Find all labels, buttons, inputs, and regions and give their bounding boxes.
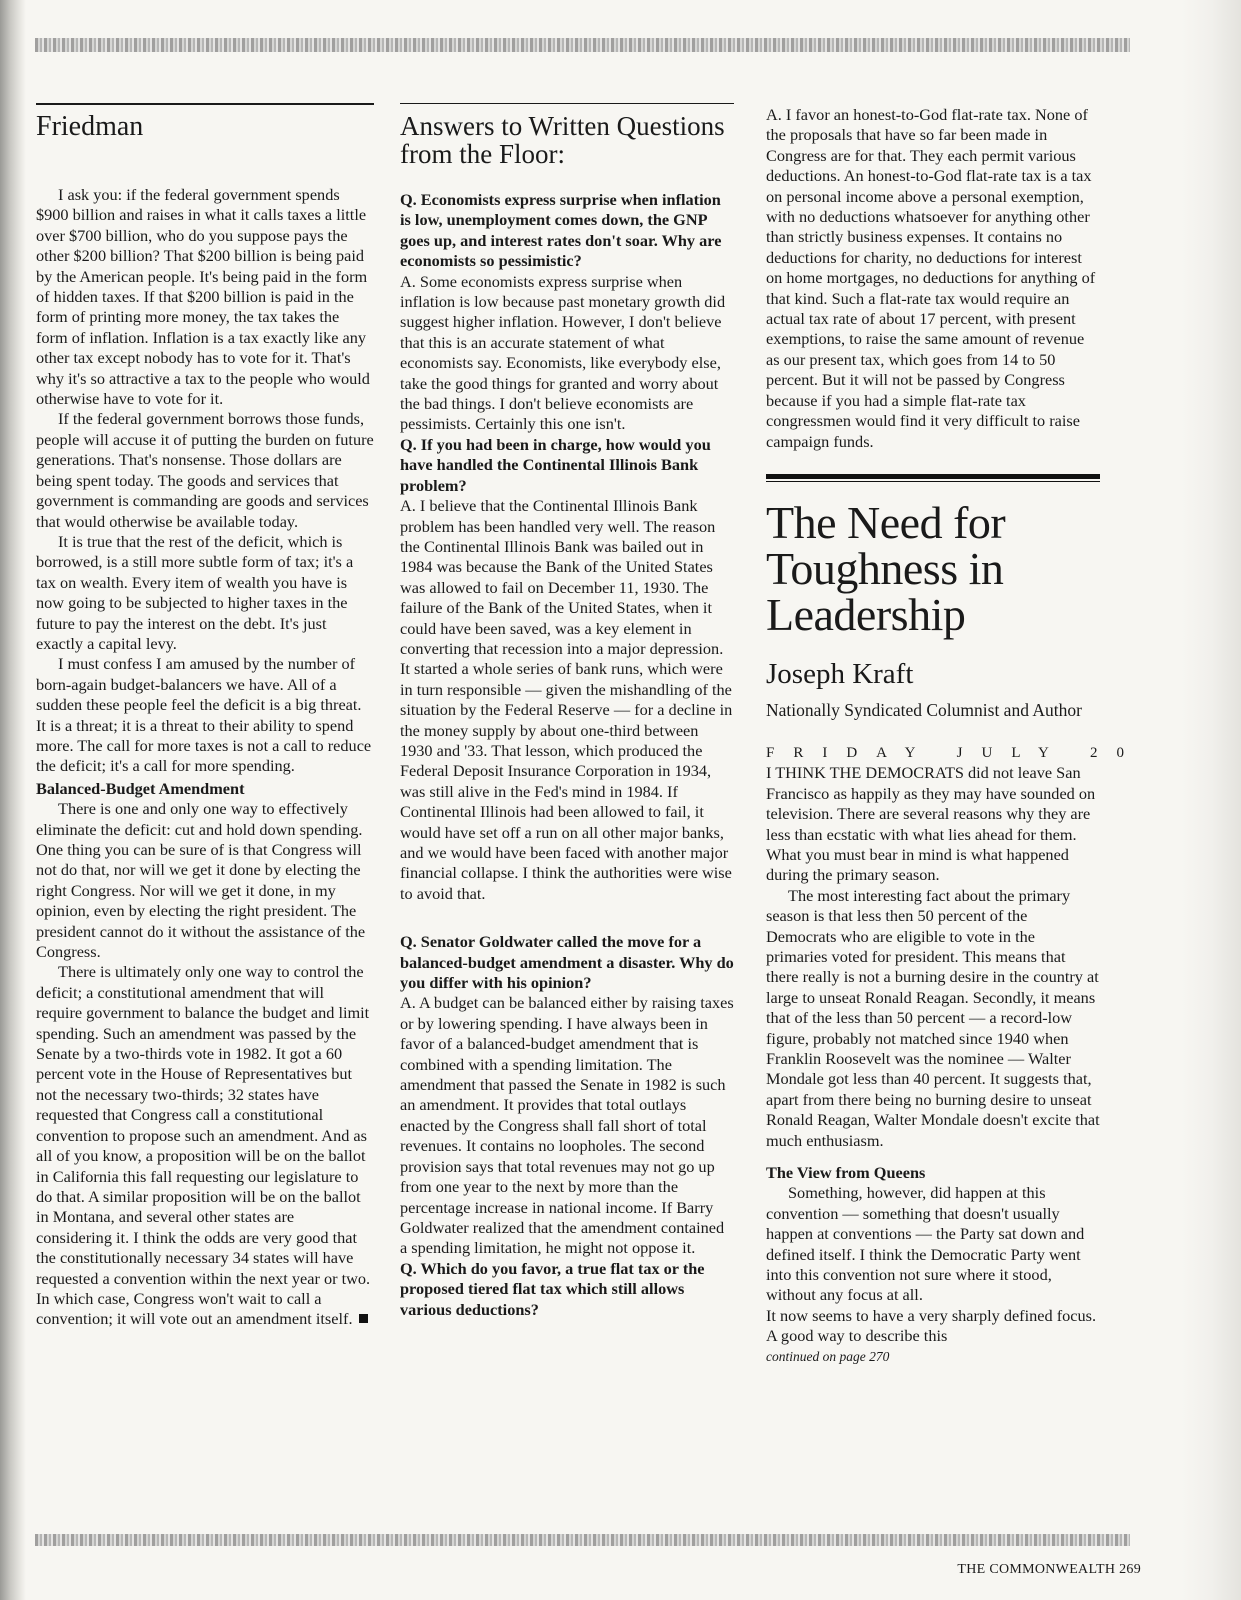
column-rule: [36, 103, 374, 105]
end-of-article-mark: [359, 1314, 368, 1323]
author-byline: Nationally Syndicated Columnist and Author: [766, 699, 1082, 720]
top-decorative-rule: [35, 38, 1130, 52]
dateline: FRIDAY JULY 20: [766, 744, 1144, 761]
column-rule: [400, 103, 734, 104]
scan-edge-left: [0, 0, 26, 1600]
paragraph: I THINK THE DEMOCRATS did not leave San Francisco as happily as they may have sounded on television. There are several reasons why they are less than ecstatic with what lies ahead for them. What you must bear in mind is what happened during the primary season.: [766, 763, 1096, 885]
answer-continued: A. I favor an honest-to-God flat-rate tax. None of the proposals that have so far been made in Congress are for that. They each permit various deductions. An honest-to-God flat-rate tax is a tax on personal income above a personal exemption, with no deductions whatsoever for anything other than strictly business expenses. It contains no deductions for charity, no deductions for interest on home mortgages, no deductions for anything of that kind. Such a flat-rate tax would require an actual tax rate of about 17 percent, with present exemptions, to raise the same amount of revenue as our present tax, which goes from 14 to 50 percent. But it will not be passed by Congress because if you had a simple flat-rate tax congressmen would find it very difficult to raise campaign funds.: [766, 105, 1096, 451]
scan-edge-right: [1181, 0, 1241, 1600]
paragraph: There is one and only one way to effectively eliminate the deficit: cut and hold down spending. One thing you can be sure of is that Congress will not do that, nor will we get it done by electing the right Congress. Nor will we get it done, in my opinion, even by electing the right president. The president cannot do it without the assistance of the Congress.: [36, 799, 366, 962]
column-friedman: [36, 103, 374, 1330]
paragraph: The most interesting fact about the primary season is that less then 50 percent of the Democrats who are eligible to vote in the primaries voted for president. This means that there really is not a burning desire in the country at large to unseat Ronald Reagan. Secondly, it means that of the less than 50 percent — a record-low figure, probably not matched since 1940 when Franklin Roosevelt was the nominee — Walter Mondale got less than 40 percent. It suggests that, apart from there being no burning desire to unseat Ronald Reagan, Walter Mondale doesn't excite that much enthusiasm.: [766, 885, 1100, 1150]
article-author: Joseph Kraft: [766, 657, 914, 690]
article-title: The Need for Toughness in Leadership: [766, 496, 1006, 640]
subhead: The View from Queens: [766, 1163, 926, 1183]
column-kraft: [766, 103, 1144, 1367]
running-header: Friedman: [36, 111, 144, 142]
question: Q. If you had been in charge, how would you have handled the Continental Illinois Bank problem?: [400, 434, 711, 495]
subhead: Balanced-Budget Amendment: [36, 778, 245, 798]
paragraph: I ask you: if the federal government spends $900 billion and raises in what it calls taxes a little over $700 billion, who do you suppose pays the other $200 billion? That $200 billion is being paid by the American people. It's being paid in the form of hidden taxes. If that $200 billion is paid in the form of printing more money, the tax takes the form of inflation. Inflation is a tax exactly like any other tax except nobody has to vote for it. That's why it's so attractive a tax to the people who would otherwise have to vote for it.: [36, 185, 370, 409]
answer: A. Some economists express surprise when inflation is low because past monetary growth did suggest higher inflation. However, I don't believe that this is an accurate statement of what economists say. Economists, like everybody else, take the good things for granted and worry about the bad things. I don't believe economists are pessimists. Certainly this one isn't.: [400, 271, 726, 434]
bottom-decorative-rule: [35, 1534, 1130, 1546]
question: Q. Economists express surprise when inflation is low, unemployment comes down, the GNP goes up, and interest rates don't soar. Why are economists so pessimistic?: [400, 190, 722, 271]
question: Q. Which do you favor, a true flat tax or the proposed tiered flat tax which still allows various deductions?: [400, 1258, 705, 1319]
answer: A. I believe that the Continental Illinois Bank problem has been handled very well. The reason the Continental Illinois Bank was bailed out in 1984 was because the Bank of the United States was allowed to fail on December 11, 1930. The failure of the Bank of the United States, when it could have been saved, was a key element in converting that recession into a major depression. It started a whole series of bank runs, which were in turn responsible — given the mishandling of the situation by the Federal Reserve — for a decline in the money supply by about one-third between 1930 and '33. That lesson, which produced the Federal Deposit Insurance Corporation in 1934, was still alive in the Fed's mind in 1984. If Continental Illinois had been allowed to fail, it would have set off a run on all other major banks, and we would have been faced with another major financial collapse. I think the authorities were wise to avoid that.: [400, 496, 733, 903]
answer: A. A budget can be balanced either by raising taxes or by lowering spending. I have always been in favor of a balanced-budget amendment that is combined with a spending limitation. The amendment that passed the Senate in 1982 is such an amendment. It provides that total outlays enacted by the Congress shall fall short of total revenues. It contains no loopholes. The second provision says that total revenues may not go up from one year to the next by more than the percentage increase in national income. If Barry Goldwater realized that the amendment contained a spending limitation, he might not oppose it.: [400, 993, 734, 1258]
paragraph: If the federal government borrows those funds, people will accuse it of putting the burden on future generations. That's nonsense. Those dollars are being spent today. The goods and services that government is commanding are goods and services that would otherwise be available today.: [36, 409, 374, 531]
paragraph: [36, 962, 374, 1329]
paragraph: I must confess I am amused by the number of born-again budget-balancers we have. All of a sudden these people feel the deficit is a big threat. It is a threat; it is a threat to their ability to spend more. The call for more taxes is not a call to reduce the deficit; it's a call for more spending.: [36, 654, 372, 776]
question: Q. Senator Goldwater called the move for a balanced-budget amendment a disaster. Why do you differ with his opinion?: [400, 932, 734, 993]
paragraph: It now seems to have a very sharply defined focus. A good way to describe this: [766, 1305, 1097, 1346]
column-qa: [400, 103, 734, 1320]
article-divider: [766, 474, 1100, 482]
continued-note: continued on page 270: [766, 1348, 890, 1364]
paragraph-text: There is ultimately only one way to control the deficit; a constitutional amendment that will require government to balance the budget and limit spending. Such an amendment was passed by the Senate by a two-thirds vote in 1982. It got a 60 percent vote in the House of Representatives but not the necessary two-thirds; 32 states have requested that Congress call a constitutional convention to propose such an amendment. And as all of you know, a proposition will be on the ballot in California this fall requesting our legislature to do that. A similar proposition will be on the ballot in Montana, and several other states are considering it. I think the odds are very good that the constitutionally necessary 34 states will have requested a convention within the next year or two. In which case, Congress won't wait to call a convention; it will vote out an amendment itself.: [36, 962, 371, 1329]
section-title: Answers to Written Questions from the Floor:: [400, 111, 725, 169]
page-footer: THE COMMONWEALTH 269: [957, 1562, 1141, 1577]
paragraph: Something, however, did happen at this convention — something that doesn't usually happen at conventions — the Party sat down and defined itself. I think the Democratic Party went into this convention not sure where it stood, without any focus at all.: [766, 1183, 1085, 1305]
paragraph: It is true that the rest of the deficit, which is borrowed, is a still more subtle form of tax; it's a tax on wealth. Every item of wealth you have is now going to be subjected to higher taxes in the future to pay the interest on the debt. It's just exactly a capital levy.: [36, 531, 354, 653]
